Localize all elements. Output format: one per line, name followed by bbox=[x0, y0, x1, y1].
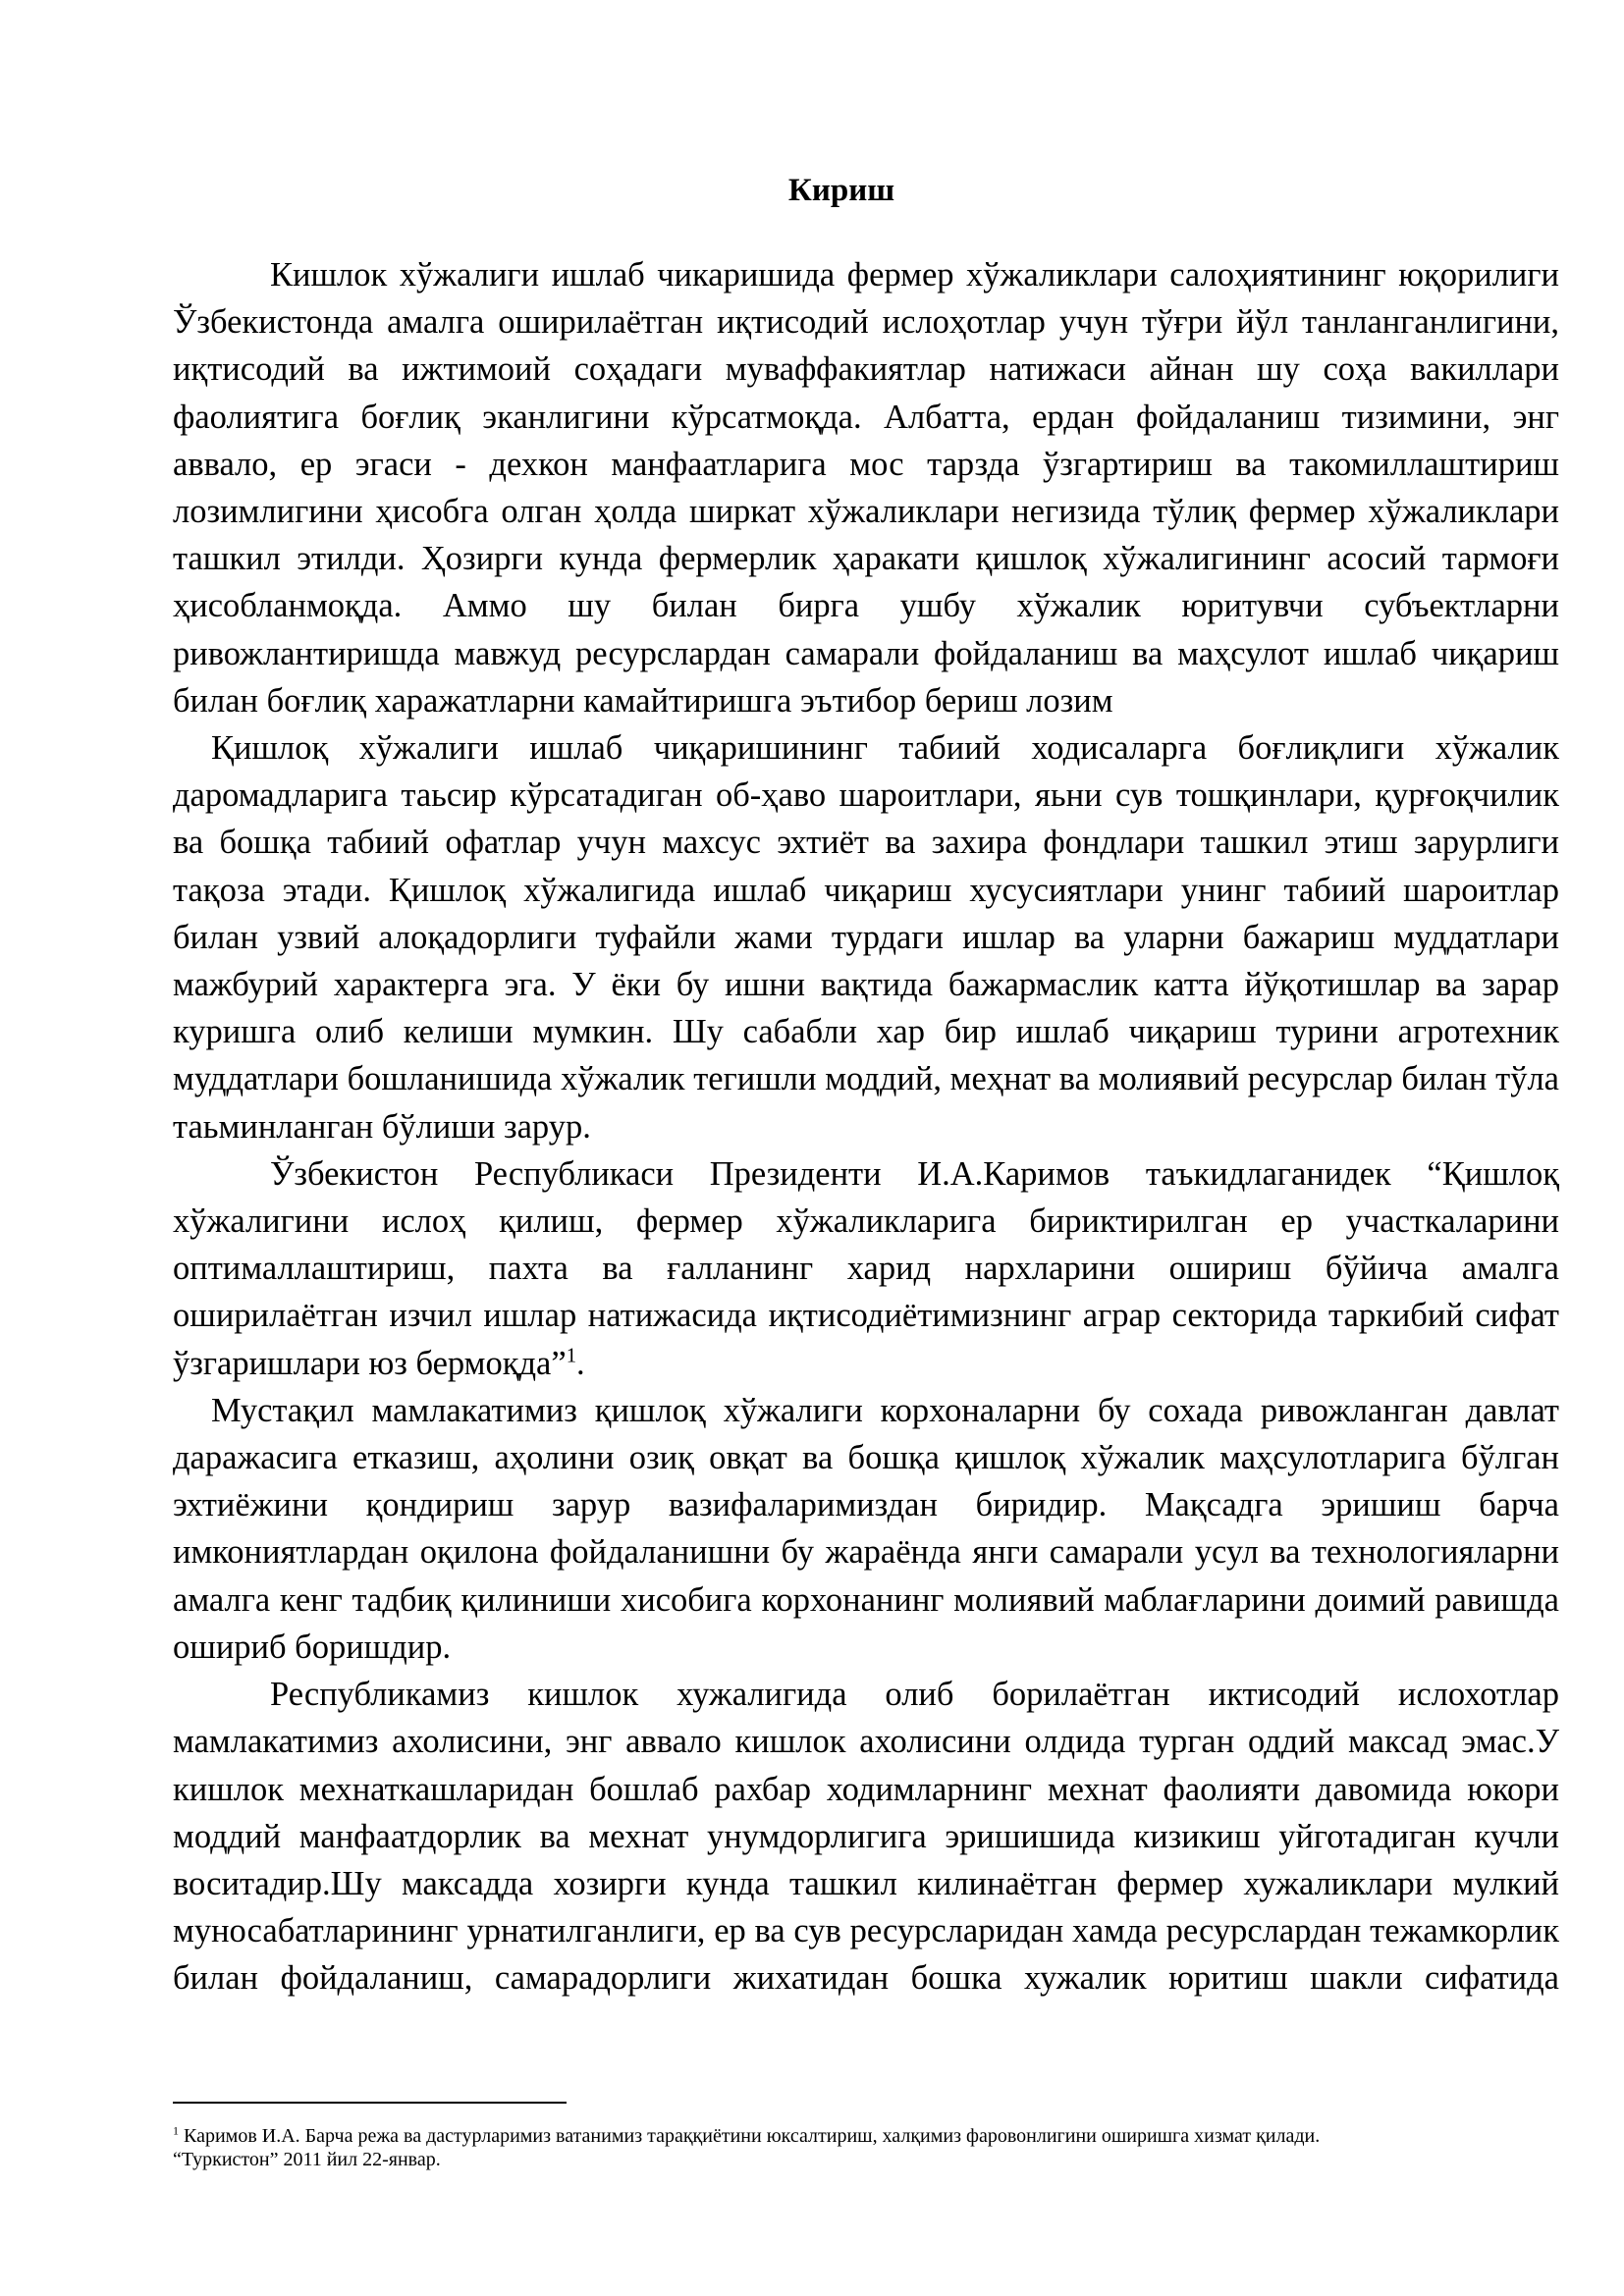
paragraph-5: Республикамиз кишлок хужалигида олиб борилаётган иктисодий ислохотлар мамлакатимиз ахолисини, энг аввало кишлок ахолисини олдида турган оддий максад эмас.У кишлок мехнаткашларидан бошлаб рахбар ходимларнинг мехнат фаолияти давомида юкори моддий манфаатдорлик ва мехнат унумдорлигига эришишида кизикиш уйготадиган кучли воситадир.Шу максадда хозирги кунда ташкил килинаётган фермер хужаликлари мулкий муносабатларининг урнатилганлиги, ер ва сув ресурсларидан хамда ресурслардан тежамкорлик билан фойдаланиш, самарадорлиги жихатидан бошка хужалик юритиш шакли сифатида bbox=[173, 1676, 1559, 1998]
footnote-line-1 bbox=[173, 2124, 1559, 2148]
paragraph-3-text: Ўзбекистон Республикаси Президенти И.А.Каримов таъкидлаганидек “Қишлоқ хўжалигини ислоҳ қилиш, фермер хўжаликларига бириктирилган ер участкаларини оптималлаштириш, пахта ва ғалланинг харид нархларини ошириш бўйича амалга оширилаётган изчил ишлар натижасида иқтисодиётимизнинг аграр секторида таркибий сифат ўзгаришлари юз бермоқда” bbox=[173, 1154, 1559, 1382]
paragraph-4: Мустақил мамлакатимиз қишлоқ хўжалиги корхоналарни бу сохада ривожланган давлат даражасига етказиш, аҳолини озиқ овқат ва бошқа қишлоқ хўжалик маҳсулотларига бўлган эхтиёжини қондириш зарур вазифаларимиздан биридир. Мақсадга эришиш барча имкониятлардан оқилона фойдаланишни бу жараёнда янги самарали усул ва технологияларни амалга кенг тадбиқ қилиниши хисобига корхонанинг молиявий маблағларини доимий равишда ошириб боришдир. bbox=[173, 1391, 1559, 1666]
footnote-separator bbox=[173, 2102, 567, 2104]
page-title: Кириш bbox=[787, 173, 895, 208]
paragraph-2: Қишлоқ хўжалиги ишлаб чиқаришининг табиий ходисаларга боғлиқлиги хўжалик даромадларига таьсир кўрсатадиган об-ҳаво шароитлари, яьни сув тошқинлари, қурғоқчилик ва бошқа табиий офатлар учун махсус эхтиёт ва захира фондлари ташкил этиш зарурлиги тақоза этади. Қишлоқ хўжалигида ишлаб чиқариш хусусиятлари унинг табиий шароитлар билан узвий алоқадорлиги туфайли жами турдаги ишлар ва уларни бажариш муддатлари мажбурий характерга эга. У ёки бу ишни вақтида бажармаслик катта йўқотишлар ва зарар куришга олиб келиши мумкин. Шу сабабли хар бир ишлаб чиқариш турини агротехник муддатлари бошланишида хўжалик тегишли моддий, меҳнат ва молиявий ресурслар билан тўла таьминланган бўлиши зарур. bbox=[173, 729, 1559, 1146]
paragraph-3-end: . bbox=[576, 1344, 585, 1382]
document-body bbox=[173, 251, 1559, 2002]
footnote-text: Каримов И.А. Барча режа ва дастурларимиз ватанимиз тараққиётини юксалтириш, халқимиз фаровонлигини оширишга хизмат қилади. bbox=[184, 2125, 1321, 2147]
paragraph-1: Кишлок хўжалиги ишлаб чикаришида фермер хўжаликлари салоҳиятининг юқорилиги Ўзбекистонда амалга оширилаётган иқтисодий ислоҳотлар учун тўғри йўл танланганлигини, иқтисодий ва ижтимоий соҳадаги муваффакиятлар натижаси айнан шу соҳа вакиллари фаолиятига боғлиқ эканлигини кўрсатмоқда. Албатта, ердан фойдаланиш тизимини, энг аввало, ер эгаси - дехкон манфаатларига мос тарзда ўзгартириш ва такомиллаштириш лозимлигини ҳисобга олган ҳолда ширкат хўжаликлари негизида тўлиқ фермер хўжаликлари ташкил этилди. Ҳозирги кунда фермерлик ҳаракати қишлоқ хўжалигининг асосий тармоғи ҳисобланмоқда. Аммо шу билан бирга ушбу хўжалик юритувчи субъектларни ривожлантиришда мавжуд ресурслардан самарали фойдаланиш ва маҳсулот ишлаб чиқариш билан боғлиқ харажатларни камайтиришга эътибор бериш лозим bbox=[173, 256, 1559, 720]
footnote-marker: 1 bbox=[173, 2123, 179, 2138]
paragraph-3 bbox=[173, 1150, 1559, 1387]
footnote-line-2: “Туркистон” 2011 йил 22-январ. bbox=[173, 2149, 441, 2170]
footnote-reference[interactable]: 1 bbox=[566, 1345, 577, 1367]
footnote bbox=[173, 2124, 1559, 2171]
